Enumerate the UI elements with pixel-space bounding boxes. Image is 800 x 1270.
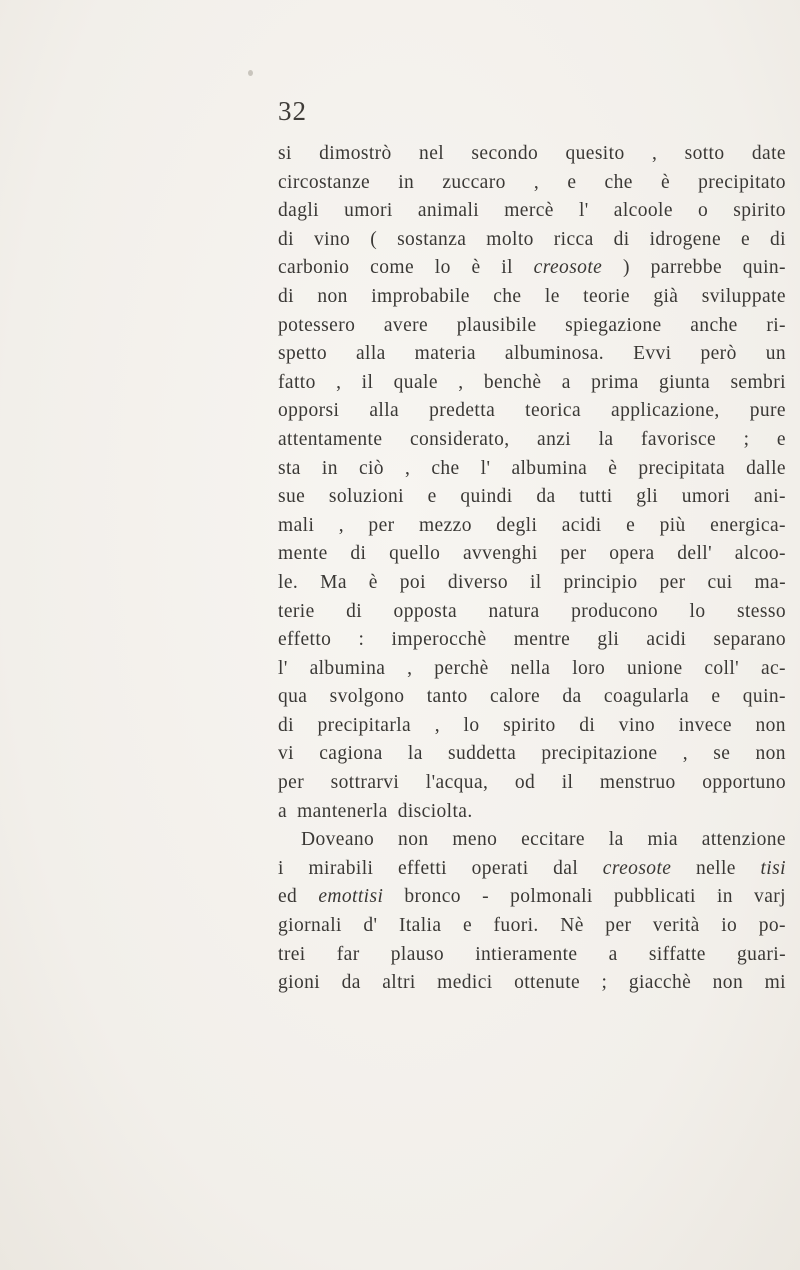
word: operati — [471, 857, 529, 879]
word: altri — [382, 972, 416, 994]
word: materia — [414, 343, 476, 365]
word: animali — [417, 200, 480, 222]
word: spirito — [733, 200, 786, 222]
word: di — [278, 228, 294, 250]
word: energica- — [710, 514, 786, 536]
word: non — [398, 829, 429, 851]
text-line — [278, 455, 786, 484]
word: invece — [678, 714, 732, 736]
word: in — [716, 886, 733, 908]
word: giunta — [658, 371, 711, 393]
text-line — [278, 826, 786, 855]
word: un — [765, 343, 786, 365]
word: ) — [622, 257, 630, 279]
word: effetti — [397, 857, 447, 879]
word: dal — [553, 857, 579, 879]
text-line — [278, 883, 786, 912]
word: , — [533, 171, 540, 193]
word: Doveano — [301, 829, 375, 851]
word: spirito — [503, 714, 556, 736]
word: da — [341, 972, 361, 994]
word: creosote — [602, 857, 672, 879]
word: per — [560, 543, 587, 565]
word: acidi — [561, 514, 602, 536]
word: opposta — [393, 600, 458, 622]
word: ani- — [754, 486, 786, 508]
word: anche — [690, 314, 738, 336]
word: le. — [278, 571, 299, 593]
word: tanto — [426, 686, 468, 708]
word: tisi — [760, 857, 786, 879]
word: , — [336, 371, 342, 393]
word: separano — [713, 629, 786, 651]
word: stesso — [736, 600, 786, 622]
word: i — [278, 857, 284, 879]
word: a — [608, 943, 618, 965]
text-line — [278, 340, 786, 369]
word: mezzo — [418, 514, 472, 536]
word: ac- — [760, 657, 786, 679]
word: e — [626, 514, 636, 536]
word: precipitarla — [317, 714, 412, 736]
word: guari- — [737, 943, 786, 965]
word: effetto — [278, 629, 332, 651]
word: gioni — [278, 972, 321, 994]
word: da — [536, 486, 556, 508]
word: pure — [749, 400, 786, 422]
word: carbonio — [278, 257, 350, 279]
text-line — [278, 512, 786, 541]
word: perchè — [434, 657, 489, 679]
word: di — [613, 228, 630, 250]
text-line — [278, 740, 786, 769]
word: mercè — [504, 200, 554, 222]
word: a — [278, 800, 288, 822]
word: gli — [636, 486, 659, 508]
word: quesito — [565, 143, 625, 164]
word: alla — [355, 343, 386, 365]
word: anzi — [537, 428, 572, 450]
word: e — [567, 171, 577, 193]
word: e — [462, 915, 473, 937]
word: verità — [652, 915, 700, 937]
word: albumina — [511, 457, 588, 479]
word: la — [608, 829, 624, 851]
word: Italia — [398, 915, 442, 937]
word: spetto — [278, 343, 327, 365]
word: cagiona — [319, 743, 383, 765]
word: acidi — [646, 629, 687, 651]
word: mali — [278, 514, 315, 536]
word: di — [579, 714, 596, 736]
page-number: 32 — [278, 96, 307, 126]
word: quin- — [742, 257, 786, 279]
word: vi — [278, 743, 294, 765]
word: principio — [563, 571, 638, 593]
word: la — [407, 743, 423, 765]
word: fatto — [278, 371, 316, 393]
text-line — [278, 626, 786, 655]
word: che — [604, 171, 633, 193]
word: sotto — [684, 143, 725, 164]
word: , — [405, 457, 411, 479]
word: a — [561, 371, 571, 393]
text-line — [278, 912, 786, 941]
word: mantenerla — [297, 800, 388, 822]
word: il — [529, 571, 542, 593]
word: sta — [278, 457, 301, 479]
text-line — [278, 769, 786, 798]
word: plauso — [390, 943, 445, 965]
word: non — [755, 714, 786, 736]
word: il — [361, 371, 374, 393]
word: prima — [591, 371, 639, 393]
word: unione — [627, 657, 683, 679]
word: precipitato — [698, 171, 786, 193]
word: poi — [399, 571, 426, 593]
word: dagli — [278, 200, 319, 222]
word: opera — [609, 543, 655, 565]
word: mi — [764, 972, 786, 994]
word: il — [501, 257, 513, 279]
text-line — [278, 369, 786, 398]
word: , — [407, 657, 413, 679]
word: o — [698, 200, 709, 222]
word: per — [278, 772, 305, 794]
word: quin- — [742, 686, 786, 708]
word: è — [608, 457, 618, 479]
text-line — [278, 969, 786, 998]
word: umori — [344, 200, 393, 222]
word: opporsi — [278, 400, 340, 422]
word: spiegazione — [565, 314, 662, 336]
word: Ma — [320, 571, 347, 593]
word: , — [338, 514, 344, 536]
text-line — [278, 655, 786, 684]
paper-spot — [248, 70, 253, 76]
word: ma- — [754, 571, 786, 593]
word: di — [278, 714, 294, 736]
word: precipitata — [638, 457, 726, 479]
word: ottenute — [514, 972, 581, 994]
text-line — [278, 540, 786, 569]
word: , — [682, 743, 688, 765]
word: plausibile — [456, 314, 537, 336]
word: qua — [278, 686, 308, 708]
word: teorie — [583, 285, 630, 307]
word: coll' — [704, 657, 740, 679]
word: nella — [510, 657, 551, 679]
word: parrebbe — [650, 257, 723, 279]
word: non — [317, 285, 348, 307]
word: siffatte — [648, 943, 706, 965]
word: mia — [647, 829, 678, 851]
word: la — [598, 428, 614, 450]
word: attentamente — [278, 428, 383, 450]
text-line — [278, 197, 786, 226]
word: menstruo — [599, 772, 676, 794]
word: lo — [689, 600, 706, 622]
word: in — [398, 171, 415, 193]
word: terie — [278, 600, 315, 622]
word: già — [653, 285, 679, 307]
text-line — [278, 226, 786, 255]
word: si — [278, 143, 292, 164]
word: lo — [463, 714, 480, 736]
word: alcoole — [613, 200, 673, 222]
word: eccitare — [521, 829, 585, 851]
word: dell' — [677, 543, 713, 565]
word: non — [712, 972, 744, 994]
word: alla — [369, 400, 400, 422]
word: albuminosa. — [504, 343, 605, 365]
word: creosote — [533, 257, 603, 279]
word: in — [321, 457, 338, 479]
text-line — [278, 712, 786, 741]
text-line — [278, 426, 786, 455]
text-line — [278, 683, 786, 712]
word: sviluppate — [701, 285, 786, 307]
text-line — [278, 283, 786, 312]
word: per — [605, 915, 632, 937]
word: improbabile — [371, 285, 470, 307]
text-line — [278, 598, 786, 627]
text-line — [278, 941, 786, 970]
word: giacchè — [628, 972, 692, 994]
word: l' — [480, 457, 491, 479]
word: l' — [578, 200, 589, 222]
word: di — [346, 600, 363, 622]
word: loro — [572, 657, 606, 679]
text-line — [278, 569, 786, 598]
word: tutti — [579, 486, 613, 508]
word: date — [751, 143, 786, 164]
word: meno — [452, 829, 498, 851]
word: degli — [496, 514, 538, 536]
word: , — [651, 143, 658, 164]
word: idrogene — [649, 228, 721, 250]
word: le — [544, 285, 560, 307]
word: è — [660, 171, 670, 193]
word: intieramente — [475, 943, 578, 965]
word: bronco — [404, 886, 461, 908]
word: quindi — [460, 486, 513, 508]
word: più — [659, 514, 686, 536]
word: nelle — [695, 857, 736, 879]
word: fuori. — [493, 915, 539, 937]
text-line — [278, 140, 786, 169]
word: favorisce — [641, 428, 717, 450]
word: è — [368, 571, 378, 593]
word: opportuno — [702, 772, 786, 794]
text-line — [278, 254, 786, 283]
word: calore — [490, 686, 541, 708]
text-line — [278, 483, 786, 512]
text-line — [278, 169, 786, 198]
word: medici — [437, 972, 493, 994]
word: predetta — [429, 400, 496, 422]
word: , — [434, 714, 440, 736]
word: avvenghi — [462, 543, 538, 565]
word: natura — [488, 600, 540, 622]
word: quello — [389, 543, 441, 565]
word: - — [482, 886, 489, 908]
word: ri- — [766, 314, 786, 336]
word: soluzioni — [328, 486, 404, 508]
word: sue — [278, 486, 306, 508]
word: dalle — [746, 457, 786, 479]
word: suddetta — [447, 743, 517, 765]
body-text — [278, 140, 786, 998]
word: umori — [681, 486, 731, 508]
word: per — [368, 514, 395, 536]
word: mirabili — [308, 857, 374, 879]
word: dimostrò — [319, 143, 392, 164]
word: imperocchè — [391, 629, 487, 651]
word: considerato, — [409, 428, 510, 450]
word: po- — [758, 915, 786, 937]
text-line — [278, 855, 786, 884]
word: d' — [363, 915, 378, 937]
word: alcoo- — [734, 543, 786, 565]
word: che — [431, 457, 460, 479]
word: di — [770, 228, 786, 250]
word: avere — [383, 314, 429, 336]
word: vino — [313, 228, 351, 250]
word: , — [458, 371, 464, 393]
word: producono — [571, 600, 659, 622]
word: Nè — [560, 915, 584, 937]
word: e — [711, 686, 721, 708]
word: e — [740, 228, 751, 250]
word: emottisi — [318, 886, 384, 908]
word: mentre — [513, 629, 571, 651]
word: varj — [754, 886, 786, 908]
word: albumina — [309, 657, 386, 679]
word: l' — [278, 657, 288, 679]
text-line — [278, 312, 786, 341]
word: di — [278, 285, 294, 307]
word: molto — [486, 228, 534, 250]
word: sottrarvi — [330, 772, 400, 794]
word: vino — [618, 714, 656, 736]
word: mente — [278, 543, 328, 565]
word: attenzione — [701, 829, 786, 851]
word: disciolta. — [397, 800, 473, 822]
text-line — [278, 397, 786, 426]
word: però — [700, 343, 737, 365]
word: è — [471, 257, 481, 279]
word: precipitazione — [541, 743, 658, 765]
word: non — [755, 743, 786, 765]
word: circostanze — [278, 171, 371, 193]
word: di — [350, 543, 367, 565]
word: pubblicati — [613, 886, 696, 908]
word: l'acqua, — [425, 772, 489, 794]
word: da — [562, 686, 582, 708]
word: far — [336, 943, 360, 965]
word: benchè — [483, 371, 542, 393]
word: come — [370, 257, 414, 279]
word: gli — [597, 629, 620, 651]
word: diverso — [447, 571, 509, 593]
word: e — [427, 486, 437, 508]
word: applicazione, — [611, 400, 720, 422]
word: trei — [278, 943, 306, 965]
word: giornali — [278, 915, 342, 937]
text-line — [278, 798, 786, 827]
word: coagularla — [603, 686, 690, 708]
word: svolgono — [329, 686, 405, 708]
word: sembri — [730, 371, 786, 393]
word: per — [659, 571, 686, 593]
word: : — [358, 629, 365, 651]
word: od — [514, 772, 536, 794]
word: io — [721, 915, 738, 937]
word: e — [776, 428, 786, 450]
word: il — [561, 772, 574, 794]
word: lo — [434, 257, 451, 279]
word: ; — [601, 972, 608, 994]
word: ciò — [358, 457, 384, 479]
word: potessero — [278, 314, 356, 336]
word: se — [713, 743, 731, 765]
word: quale — [393, 371, 438, 393]
word: teorica — [525, 400, 582, 422]
word: ricca — [553, 228, 594, 250]
word: nel — [419, 143, 445, 164]
word: che — [493, 285, 522, 307]
word: sostanza — [397, 228, 467, 250]
word: zuccaro — [442, 171, 506, 193]
word: ed — [278, 886, 298, 908]
word: ( — [370, 228, 378, 250]
word: ; — [743, 428, 750, 450]
word: polmonali — [510, 886, 593, 908]
word: cui — [707, 571, 733, 593]
word: secondo — [471, 143, 539, 164]
word: Evvi — [633, 343, 672, 365]
